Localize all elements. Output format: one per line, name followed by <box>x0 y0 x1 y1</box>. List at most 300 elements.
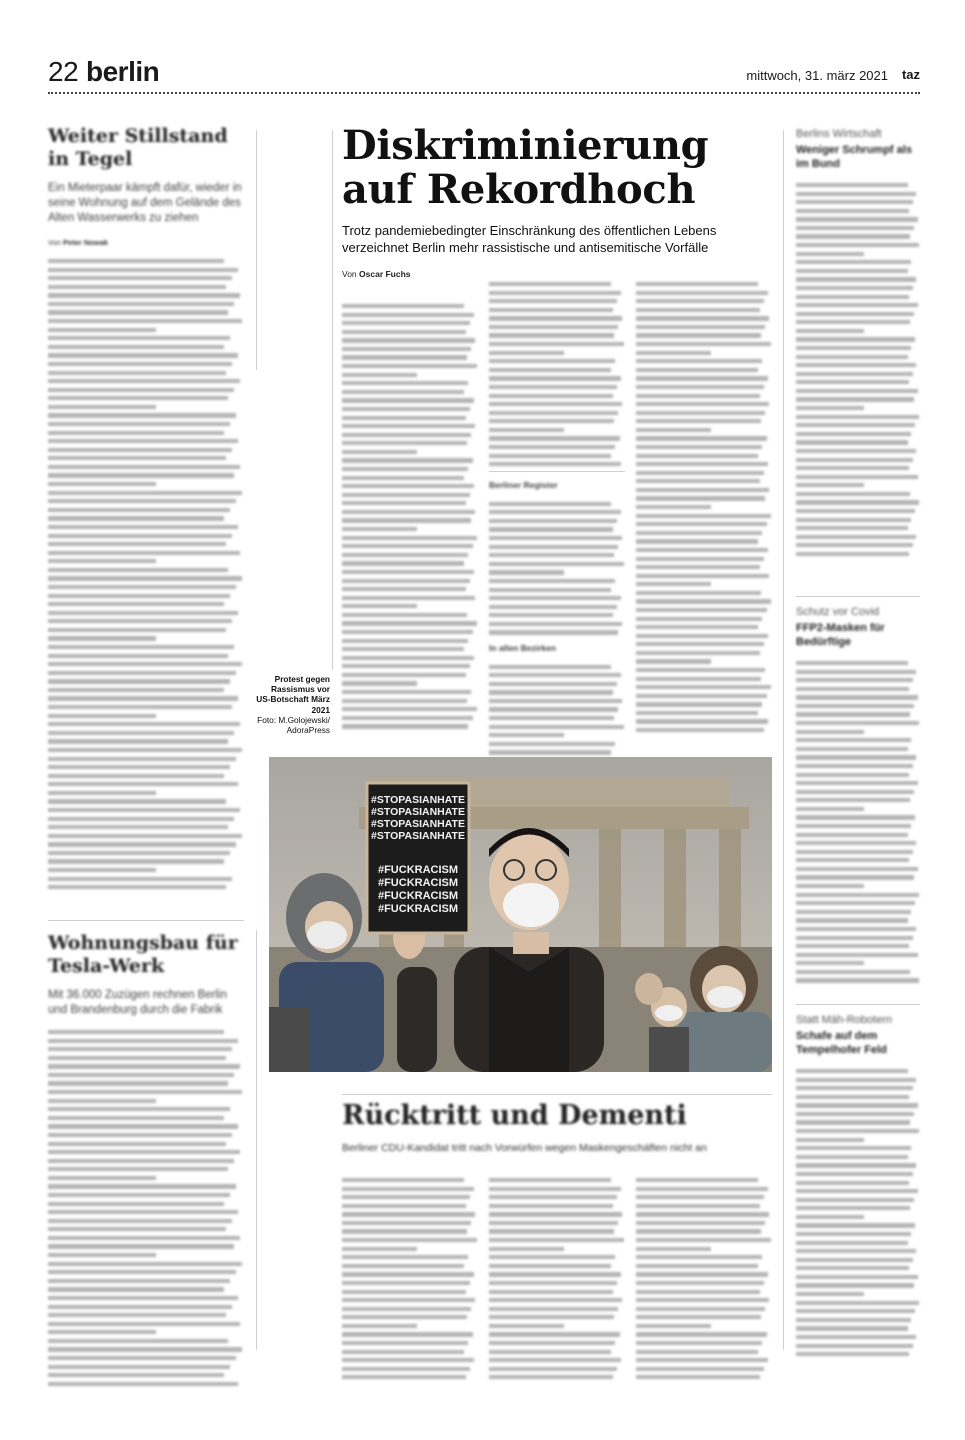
text-line <box>48 1056 226 1060</box>
text-line <box>48 1081 228 1085</box>
text-line <box>489 1341 615 1345</box>
text-line <box>796 833 908 837</box>
text-line <box>48 825 228 829</box>
sidebar-item-schafe <box>796 1014 920 1361</box>
left-divider <box>48 920 244 921</box>
text-line <box>489 1324 564 1328</box>
text-line <box>48 542 226 546</box>
text-line <box>636 291 768 295</box>
text-line <box>636 1221 765 1225</box>
text-line <box>48 636 156 640</box>
text-line <box>48 585 236 589</box>
text-line <box>636 359 762 363</box>
text-line <box>636 659 711 663</box>
text-line <box>796 183 908 187</box>
text-line <box>796 764 913 768</box>
text-line <box>636 299 764 303</box>
text-line <box>796 1181 909 1185</box>
text-line <box>796 1112 914 1116</box>
text-line <box>796 535 916 539</box>
protest-photo-illustration <box>269 757 772 1072</box>
text-line <box>636 608 767 612</box>
text-line <box>489 1187 621 1191</box>
text-line <box>796 483 864 487</box>
text-line <box>48 1227 226 1231</box>
text-line <box>489 368 611 372</box>
text-line <box>48 1322 240 1326</box>
text-line <box>48 1184 236 1188</box>
text-line <box>636 719 768 723</box>
sign-line-1: #STOPASIANHATE <box>371 794 465 806</box>
text-line <box>48 1339 228 1343</box>
text-line <box>48 1253 156 1257</box>
text-line <box>342 1187 474 1191</box>
sign-line-3: #STOPASIANHATE <box>371 818 465 830</box>
text-line <box>796 884 864 888</box>
text-line <box>796 200 913 204</box>
text-line <box>636 522 767 526</box>
text-line <box>636 333 761 337</box>
sidebar-item-kicker: Berlins Wirtschaft <box>796 128 882 140</box>
text-line <box>342 1204 466 1208</box>
text-line <box>342 373 417 377</box>
text-line <box>48 336 230 340</box>
text-line <box>48 1159 234 1163</box>
text-line <box>796 773 909 777</box>
text-line <box>489 527 613 531</box>
text-line <box>48 594 230 598</box>
box-text-2 <box>489 665 625 764</box>
text-line <box>489 502 611 506</box>
text-line <box>636 316 769 320</box>
text-line <box>796 1155 908 1159</box>
text-line <box>796 1198 914 1202</box>
main-body-col-3-text <box>636 282 772 732</box>
text-line <box>796 807 864 811</box>
text-line <box>342 1290 466 1294</box>
text-line <box>636 625 758 629</box>
text-line <box>342 587 466 591</box>
text-line <box>48 808 240 812</box>
sidebar-item-headline: Weniger Schrumpf als im Bund <box>796 144 912 170</box>
text-line <box>636 651 760 655</box>
text-line <box>796 1120 910 1124</box>
text-line <box>489 570 564 574</box>
text-line <box>796 423 915 427</box>
text-line <box>342 484 474 488</box>
text-line <box>342 467 468 471</box>
text-line <box>796 217 918 221</box>
text-line <box>796 1146 911 1150</box>
text-line <box>489 519 617 523</box>
text-line <box>489 316 622 320</box>
text-line <box>796 526 908 530</box>
text-line <box>48 1167 228 1171</box>
text-line <box>489 1195 617 1199</box>
text-line <box>796 1344 913 1348</box>
text-line <box>48 602 224 606</box>
text-line <box>489 545 618 549</box>
main-body-col-1-text <box>342 304 478 729</box>
sidebar-divider-2 <box>796 1004 920 1005</box>
text-line <box>342 1350 464 1354</box>
text-line <box>489 536 622 540</box>
text-line <box>796 1223 915 1227</box>
text-line <box>796 440 908 444</box>
text-line <box>636 1195 764 1199</box>
text-line <box>636 479 760 483</box>
text-line <box>48 276 232 280</box>
text-line <box>636 702 762 706</box>
text-line <box>796 346 911 350</box>
left-article-2-dek: Mit 36.000 Zuzügen rechnen Berlin und Brandenburg durch die Fabrik <box>48 989 227 1016</box>
text-line <box>636 1238 771 1242</box>
text-line <box>796 295 909 299</box>
text-line <box>796 1086 913 1090</box>
text-line <box>48 491 242 495</box>
text-line <box>48 1296 238 1300</box>
text-line <box>489 454 611 458</box>
text-line <box>636 539 758 543</box>
text-line <box>342 493 470 497</box>
text-line <box>342 527 417 531</box>
text-line <box>342 707 477 711</box>
text-line <box>796 286 913 290</box>
text-line <box>342 604 417 608</box>
sign-line-2: #STOPASIANHATE <box>371 806 465 818</box>
text-line <box>342 1272 474 1276</box>
text-line <box>796 824 911 828</box>
text-line <box>636 1204 760 1208</box>
text-line <box>489 699 622 703</box>
text-line <box>636 557 764 561</box>
text-line <box>489 299 617 303</box>
text-line <box>489 402 622 406</box>
text-line <box>48 611 238 615</box>
text-line <box>48 1090 242 1094</box>
sidebar-item-kicker: Schutz vor Covid <box>796 606 880 618</box>
text-line <box>489 682 617 686</box>
text-line <box>636 1255 762 1259</box>
second-article-rule <box>342 1094 772 1095</box>
text-line <box>636 1324 711 1328</box>
text-line <box>489 605 617 609</box>
protest-photo <box>269 757 772 1072</box>
text-line <box>796 1309 915 1313</box>
text-line <box>48 1193 230 1197</box>
text-line <box>489 394 613 398</box>
text-line <box>636 1264 758 1268</box>
text-line <box>796 1301 919 1305</box>
text-line <box>796 670 916 674</box>
text-line <box>489 690 613 694</box>
text-line <box>48 396 228 400</box>
text-line <box>796 372 913 376</box>
text-line <box>796 661 908 665</box>
text-line <box>636 1212 769 1216</box>
text-line <box>796 337 915 341</box>
text-line <box>342 1341 468 1345</box>
text-line <box>489 436 620 440</box>
text-line <box>48 465 240 469</box>
text-line <box>636 445 762 449</box>
text-line <box>48 671 236 675</box>
text-line <box>342 639 468 643</box>
text-line <box>636 1367 764 1371</box>
text-line <box>636 419 761 423</box>
text-line <box>796 738 911 742</box>
text-line <box>342 518 471 522</box>
text-line <box>489 622 622 626</box>
text-line <box>489 1178 611 1182</box>
text-line <box>48 379 240 383</box>
text-line <box>636 1315 761 1319</box>
text-line <box>342 536 477 540</box>
text-line <box>48 748 242 752</box>
text-line <box>796 1241 908 1245</box>
text-line <box>796 509 915 513</box>
issue-date: mittwoch, 31. märz 2021 <box>746 68 888 83</box>
sign-line-7: #FUCKRACISM <box>377 890 459 902</box>
text-line <box>342 613 467 617</box>
right-sidebar-rule <box>783 130 784 1350</box>
text-line <box>796 260 911 264</box>
text-line <box>48 799 226 803</box>
sidebar-item-kicker: Statt Mäh-Robotern <box>796 1014 892 1026</box>
text-line <box>342 304 464 308</box>
text-line <box>796 466 909 470</box>
text-line <box>48 413 236 417</box>
text-line <box>636 385 764 389</box>
text-line <box>489 1229 614 1233</box>
text-line <box>48 310 228 314</box>
text-line <box>48 791 156 795</box>
text-line <box>796 695 918 699</box>
text-line <box>489 742 615 746</box>
text-line <box>342 510 475 514</box>
text-line <box>342 458 473 462</box>
text-line <box>48 1210 238 1214</box>
text-line <box>342 724 468 728</box>
text-line <box>796 978 919 982</box>
text-line <box>796 944 909 948</box>
text-line <box>489 428 564 432</box>
text-line <box>489 325 618 329</box>
text-line <box>342 570 474 574</box>
text-line <box>636 668 765 672</box>
text-line <box>489 1281 617 1285</box>
text-line <box>342 330 466 334</box>
text-line <box>489 445 615 449</box>
text-line <box>796 1103 918 1107</box>
text-line <box>636 351 711 355</box>
text-line <box>796 277 916 281</box>
text-line <box>796 432 911 436</box>
text-line <box>636 1229 761 1233</box>
text-line <box>342 699 467 703</box>
text-line <box>48 1073 234 1077</box>
text-line <box>489 342 624 346</box>
text-line <box>796 678 913 682</box>
text-line <box>796 1283 914 1287</box>
text-line <box>48 1039 238 1043</box>
text-line <box>489 1290 613 1294</box>
text-line <box>796 389 918 393</box>
text-line <box>796 936 913 940</box>
left-article-1-body <box>48 259 244 889</box>
text-line <box>796 918 908 922</box>
text-line <box>489 351 564 355</box>
second-body-col-1-text <box>342 1178 478 1379</box>
text-line <box>342 630 473 634</box>
text-line <box>796 252 864 256</box>
second-dek: Berliner CDU-Kandidat tritt nach Vorwürfen wegen Maskengeschäften nicht an <box>342 1142 707 1154</box>
text-line <box>796 192 916 196</box>
left-article-1-dek: Ein Mieterpaar kämpft dafür, wieder in seine Wohnung auf dem Gelände des Alten Wasserwerks zu ziehen <box>48 182 242 224</box>
text-line <box>342 433 471 437</box>
text-line <box>796 1078 916 1082</box>
text-line <box>796 1249 916 1253</box>
section-title: berlin <box>86 56 160 87</box>
text-line <box>48 1305 232 1309</box>
text-line <box>636 402 769 406</box>
text-line <box>48 319 242 323</box>
main-dek: Trotz pandemiebedingter Einschränkung des öffentlichen Lebens verzeichnet Berlin mehr rassistische und antisemitische Vorfälle <box>342 223 717 255</box>
text-line <box>489 673 621 677</box>
main-headline: Diskriminierung auf Rekordhoch <box>342 122 709 213</box>
text-line <box>48 619 232 623</box>
sidebar-divider-1 <box>796 596 920 597</box>
text-line <box>342 1367 470 1371</box>
text-line <box>342 1255 468 1259</box>
text-line <box>342 1229 467 1233</box>
text-line <box>48 1030 224 1034</box>
text-line <box>48 268 238 272</box>
text-line <box>636 454 758 458</box>
text-line <box>489 376 621 380</box>
text-line <box>48 525 238 529</box>
sidebar-item-text <box>796 183 920 556</box>
text-line <box>796 243 919 247</box>
text-line <box>489 630 618 634</box>
text-line <box>48 679 230 683</box>
text-line <box>48 1236 240 1240</box>
left-article-1-byline: Von Peter Nowak <box>48 238 109 247</box>
text-line <box>636 436 767 440</box>
main-body-col-3 <box>636 270 772 737</box>
text-line <box>48 1365 230 1369</box>
text-line <box>342 398 474 402</box>
text-line <box>796 543 913 547</box>
left-column-rule <box>256 130 257 370</box>
text-line <box>48 353 238 357</box>
sidebar-item-text <box>796 661 920 983</box>
text-line <box>636 1290 760 1294</box>
text-line <box>796 704 914 708</box>
text-line <box>636 471 764 475</box>
text-line <box>48 662 242 666</box>
box-text <box>489 502 625 635</box>
text-line <box>342 416 466 420</box>
text-line <box>48 696 238 700</box>
text-line <box>48 1262 242 1266</box>
text-line <box>489 1315 614 1319</box>
text-line <box>48 1279 230 1283</box>
text-line <box>342 1358 474 1362</box>
page-number: 22 <box>48 56 79 87</box>
text-line <box>796 329 864 333</box>
text-line <box>796 1232 911 1236</box>
text-line <box>48 388 234 392</box>
text-line <box>48 1064 240 1068</box>
text-line <box>796 1163 916 1167</box>
text-line <box>342 1195 470 1199</box>
text-line <box>796 552 909 556</box>
text-line <box>48 1124 238 1128</box>
text-line <box>48 851 230 855</box>
text-line <box>489 1238 624 1242</box>
left-article-1-headline: Weiter Stillstand in Tegel <box>48 125 228 170</box>
text-line <box>796 815 915 819</box>
text-line <box>48 431 224 435</box>
text-line <box>796 1095 909 1099</box>
text-line <box>48 551 240 555</box>
text-line <box>796 475 918 479</box>
text-line <box>636 565 760 569</box>
text-line <box>48 688 224 692</box>
text-line <box>489 462 621 466</box>
text-line <box>636 411 765 415</box>
text-line <box>48 1047 232 1051</box>
text-line <box>636 677 761 681</box>
sign-line-4: #STOPASIANHATE <box>371 830 465 842</box>
text-line <box>48 1356 236 1360</box>
text-line <box>796 858 909 862</box>
text-line <box>796 209 909 213</box>
left-article-1 <box>48 125 244 894</box>
text-line <box>489 579 615 583</box>
text-line <box>636 634 768 638</box>
text-line <box>796 1292 864 1296</box>
text-line <box>342 355 467 359</box>
text-line <box>48 817 234 821</box>
text-line <box>796 355 908 359</box>
text-line <box>48 774 224 778</box>
text-line <box>796 303 918 307</box>
text-line <box>796 449 916 453</box>
text-line <box>489 588 611 592</box>
text-line <box>342 544 473 548</box>
text-line <box>636 728 764 732</box>
text-line <box>489 1375 613 1379</box>
second-headline: Rücktritt und Dementi <box>342 1100 687 1131</box>
sidebar-item-headline: Schafe auf dem Tempelhofer Feld <box>796 1030 887 1056</box>
text-line <box>48 508 230 512</box>
text-line <box>796 1138 864 1142</box>
text-line <box>636 308 760 312</box>
sign-line-8: #FUCKRACISM <box>377 903 459 915</box>
main-body-col-2 <box>489 270 625 768</box>
sign-line-5: #FUCKRACISM <box>377 864 459 876</box>
text-line <box>48 1107 230 1111</box>
text-line <box>342 647 464 651</box>
text-line <box>489 308 613 312</box>
text-line <box>796 312 914 316</box>
left-article-2-body <box>48 1030 244 1386</box>
text-line <box>796 1266 909 1270</box>
text-line <box>48 362 232 366</box>
text-line <box>489 1204 613 1208</box>
